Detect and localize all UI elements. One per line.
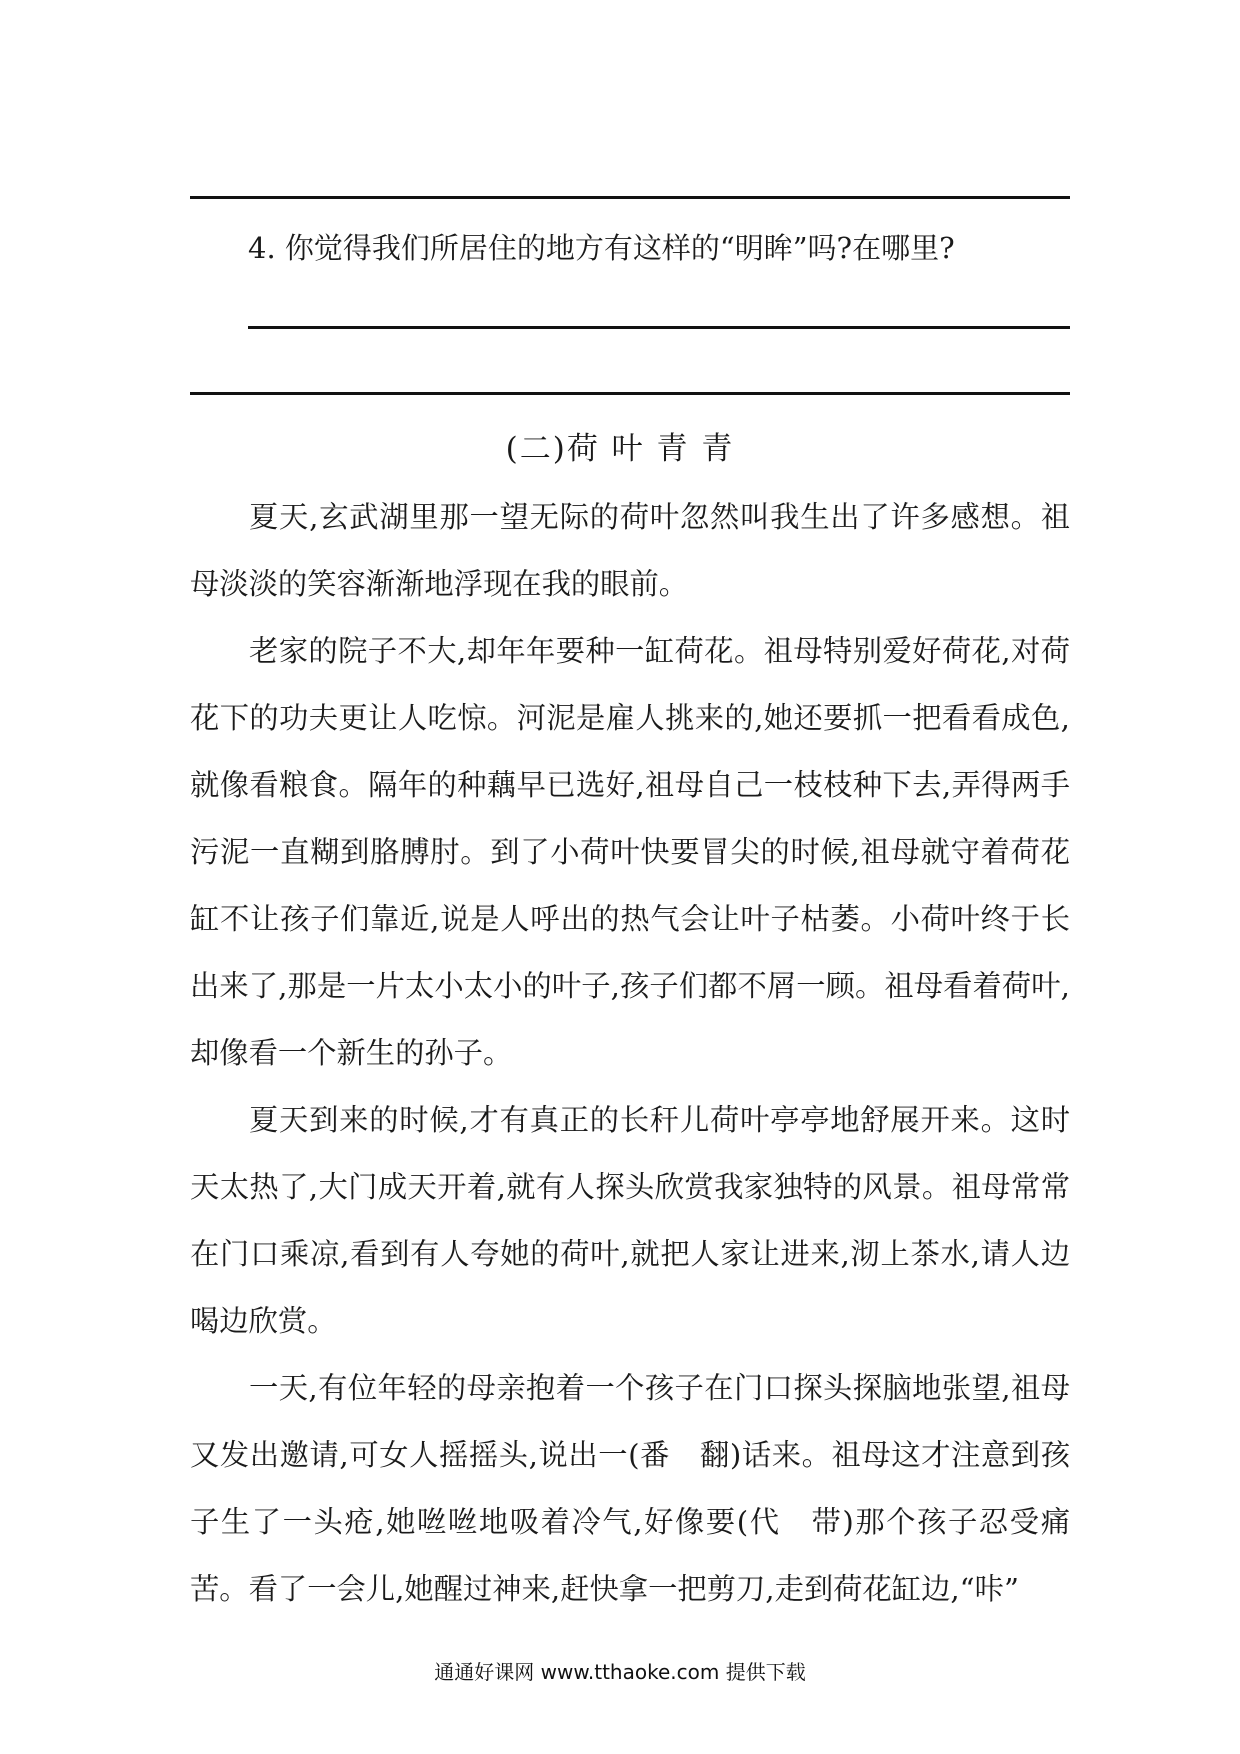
paragraph-4: 一天,有位年轻的母亲抱着一个孩子在门口探头探脑地张望,祖母又发出邀请,可女人摇摇头,说出一(番 翻)话来。祖母这才注意到孩子生了一头疮,她咝咝地吸着冷气,好像要(代 带)那个孩子忍受痛苦。看了一会儿,她醒过神来,赶快拿一把剪刀,走到荷花缸边,“咔” bbox=[190, 1371, 1070, 1606]
paragraph-2: 老家的院子不大,却年年要种一缸荷花。祖母特别爱好荷花,对荷花下的功夫更让人吃惊。河泥是雇人挑来的,她还要抓一把看看成色,就像看粮食。隔年的种藕早已选好,祖母自己一枝枝种下去,弄得两手污泥一直糊到胳膊肘。到了小荷叶快要冒尖的时候,祖母就守着荷花缸不让孩子们靠近,说是人呼出的热气会让叶子枯萎。小荷叶终于长出来了,那是一片太小太小的叶子,孩子们都不屑一顾。祖母看着荷叶,却像看一个新生的孙子。 bbox=[190, 634, 1070, 1070]
question-4: 4. 你觉得我们所居住的地方有这样的“明眸”吗?在哪里? bbox=[248, 231, 955, 265]
essay-body bbox=[190, 484, 1070, 1623]
answer-line-1 bbox=[190, 196, 1070, 199]
answer-line-3 bbox=[190, 392, 1070, 395]
paragraph-1: 夏天,玄武湖里那一望无际的荷叶忽然叫我生出了许多感想。祖母淡淡的笑容渐渐地浮现在我的眼前。 bbox=[190, 500, 1070, 601]
footer-source: 通通好课网 www.tthaoke.com 提供下载 bbox=[434, 1660, 806, 1684]
section-title: (二)荷 叶 青 青 bbox=[505, 431, 735, 467]
answer-line-2 bbox=[248, 326, 1070, 329]
paragraph-3: 夏天到来的时候,才有真正的长秆儿荷叶亭亭地舒展开来。这时天太热了,大门成天开着,就有人探头欣赏我家独特的风景。祖母常常在门口乘凉,看到有人夸她的荷叶,就把人家让进来,沏上茶水,请人边喝边欣赏。 bbox=[190, 1103, 1070, 1338]
